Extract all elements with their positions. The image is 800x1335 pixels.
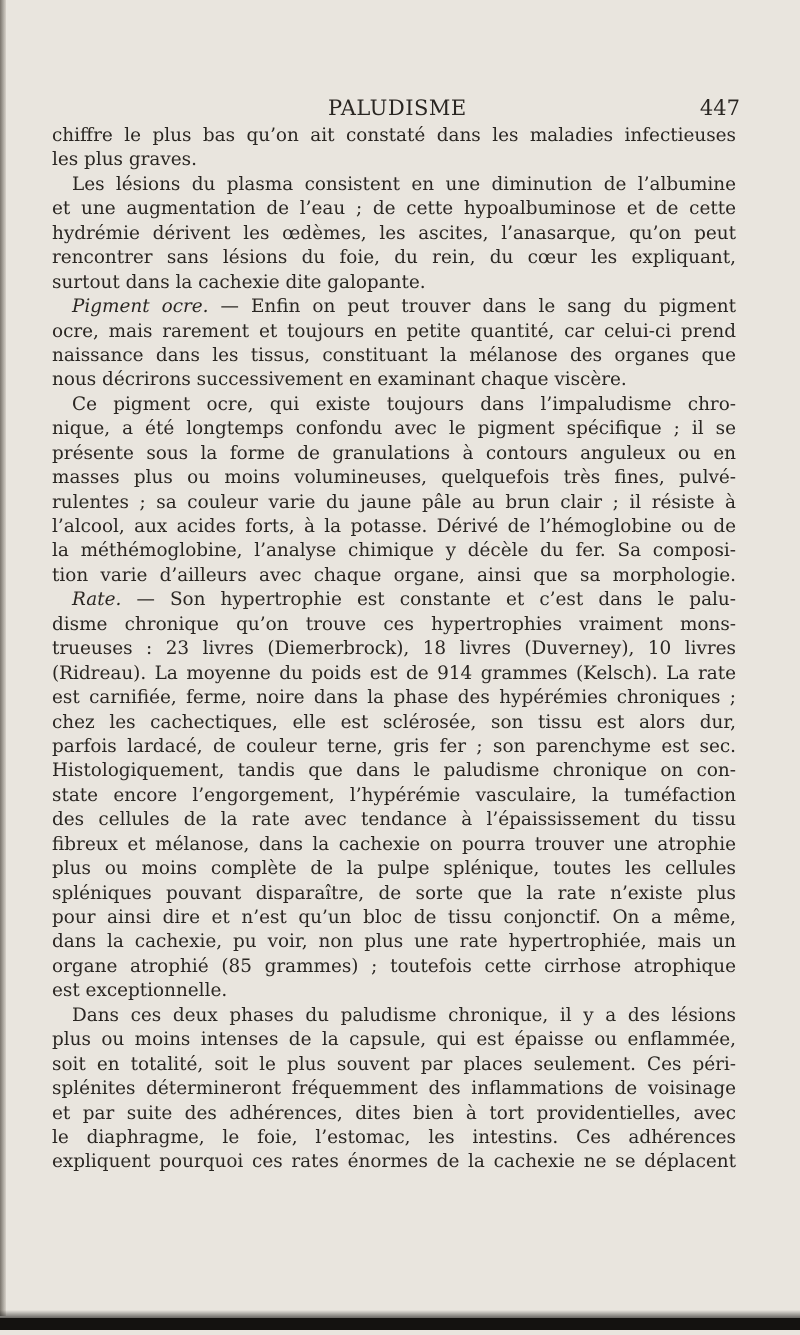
text-line [52,1028,736,1052]
line-text: parfois lardacé, de couleur terne, gris fer ; son parenchyme est sec. [52,735,736,757]
text-line [52,1150,736,1174]
line-text: organe atrophié (85 grammes) ; toutefois cette cirrhose atrophique [52,955,736,977]
section-heading: Rate. [72,589,122,611]
text-line [52,295,736,319]
page-bottom-edge [0,1316,800,1335]
text-line [52,637,736,661]
line-text: expliquent pourquoi ces rates énormes de la cachexie ne se déplacent [52,1151,736,1173]
text-line [52,979,736,1003]
line-text: fibreux et mélanose, dans la cachexie on pourra trouver une atrophie [52,833,736,855]
line-text: spléniques pouvant disparaître, de sorte que la rate n’existe plus [52,882,736,904]
section-heading: Pigment ocre. [72,296,209,318]
text-line [52,1053,736,1077]
line-text: state encore l’engorgement, l’hypérémie vasculaire, la tuméfaction [52,784,736,806]
line-text: est exceptionnelle. [52,980,228,1002]
text-line [52,442,736,466]
line-text: masses plus ou moins volumineuses, quelquefois très fines, pulvé- [52,467,736,489]
line-text: Ce pigment ocre, qui existe toujours dans l’impaludisme chro- [72,393,736,415]
line-text: l’alcool, aux acides forts, à la potasse. Dérivé de l’hémoglobine ou de [52,516,736,537]
line-text: plus ou moins complète de la pulpe splénique, toutes les cellules [52,858,736,880]
text-line [52,173,736,197]
line-text: chiffre le plus bas qu’on ait constaté dans les maladies infectieuses [52,125,736,146]
text-line [52,588,736,612]
page-header [52,96,740,124]
text-line [52,539,736,563]
line-text: — Son hypertrophie est constante et c’est dans le palu- [121,589,736,611]
line-text: pour ainsi dire et n’est qu’un bloc de tissu conjonctif. On a même, [52,907,736,928]
text-line [52,784,736,808]
line-text: nous décrirons successivement en examinant chaque viscère. [52,369,627,391]
text-line [52,491,736,515]
text-line [52,930,736,954]
line-text: Dans ces deux phases du paludisme chronique, il y a des lésions [72,1004,736,1026]
text-line [52,1102,736,1126]
line-text: chez les cachectiques, elle est sclérosée, son tissu est alors dur, [52,711,736,733]
text-line [52,320,736,344]
text-line [52,613,736,637]
line-text: rulentes ; sa couleur varie du jaune pâle au brun clair ; il résiste à [52,491,736,513]
text-line [52,711,736,735]
text-line [52,1126,736,1150]
text-line [52,662,736,686]
text-line [52,368,736,392]
text-line [52,466,736,490]
text-line [52,955,736,979]
line-text: rencontrer sans lésions du foie, du rein, du cœur les expliquant, [52,247,736,269]
line-text: surtout dans la cachexie dite galopante. [52,271,426,293]
text-line [52,197,736,221]
page-body [52,124,736,1175]
line-text: est carnifiée, ferme, noire dans la phase des hypérémies chroniques ; [52,687,736,709]
line-text: plus ou moins intenses de la capsule, qui est épaisse ou enflammée, [52,1029,736,1051]
text-line [52,393,736,417]
line-text: splénites détermineront fréquemment des inflammations de voisinage [52,1078,736,1100]
text-line [52,906,736,930]
line-text: dans la cachexie, pu voir, non plus une rate hypertrophiée, mais un [52,931,736,953]
text-line [52,1004,736,1028]
line-text: naissance dans les tissus, constituant la mélanose des organes que [52,344,736,366]
text-line [52,686,736,710]
text-line [52,564,736,588]
line-text: le diaphragme, le foie, l’estomac, les intestins. Ces adhérences [52,1126,736,1148]
text-line [52,1077,736,1101]
line-text: présente sous la forme de granulations à contours anguleux ou en [52,442,736,464]
text-line [52,148,736,172]
line-text: hydrémie dérivent les œdèmes, les ascites, l’anasarque, qu’on peut [52,222,736,244]
line-text: (Ridreau). La moyenne du poids est de 914 grammes (Kelsch). La rate [52,662,736,684]
line-text: la méthémoglobine, l’analyse chimique y décèle du fer. Sa composi- [52,540,736,562]
line-text: et une augmentation de l’eau ; de cette hypoalbuminose et de cette [52,198,736,220]
text-line [52,882,736,906]
text-line [52,344,736,368]
line-text: des cellules de la rate avec tendance à l’épaississement du tissu [52,809,736,831]
line-text: disme chronique qu’on trouve ces hypertrophies vraiment mons- [52,613,736,635]
running-title: PALUDISME [328,96,467,120]
line-text: ocre, mais rarement et toujours en petite quantité, car celui-ci prend [52,320,736,342]
text-line [52,124,736,148]
line-text: les plus graves. [52,149,197,171]
line-text: trueuses : 23 livres (Diemerbrock), 18 livres (Duverney), 10 livres [52,638,736,660]
text-line [52,735,736,759]
line-text: et par suite des adhérences, dites bien à tort providentielles, avec [52,1102,736,1124]
text-line [52,759,736,783]
line-text: tion varie d’ailleurs avec chaque organe, ainsi que sa morphologie. [52,564,736,586]
text-line [52,857,736,881]
text-line [52,222,736,246]
line-text: — Enfin on peut trouver dans le sang du pigment [208,296,736,318]
line-text: soit en totalité, soit le plus souvent par places seulement. Ces péri- [52,1053,736,1075]
text-line [52,246,736,270]
line-text: nique, a été longtemps confondu avec le pigment spécifique ; il se [52,418,736,440]
page-left-shadow [0,0,6,1335]
text-line [52,515,736,539]
line-text: Histologiquement, tandis que dans le paludisme chronique on con- [52,760,736,782]
text-line [52,271,736,295]
text-line [52,833,736,857]
page-number: 447 [699,96,740,120]
text-line [52,808,736,832]
text-line [52,417,736,441]
line-text: Les lésions du plasma consistent en une diminution de l’albumine [72,173,736,195]
